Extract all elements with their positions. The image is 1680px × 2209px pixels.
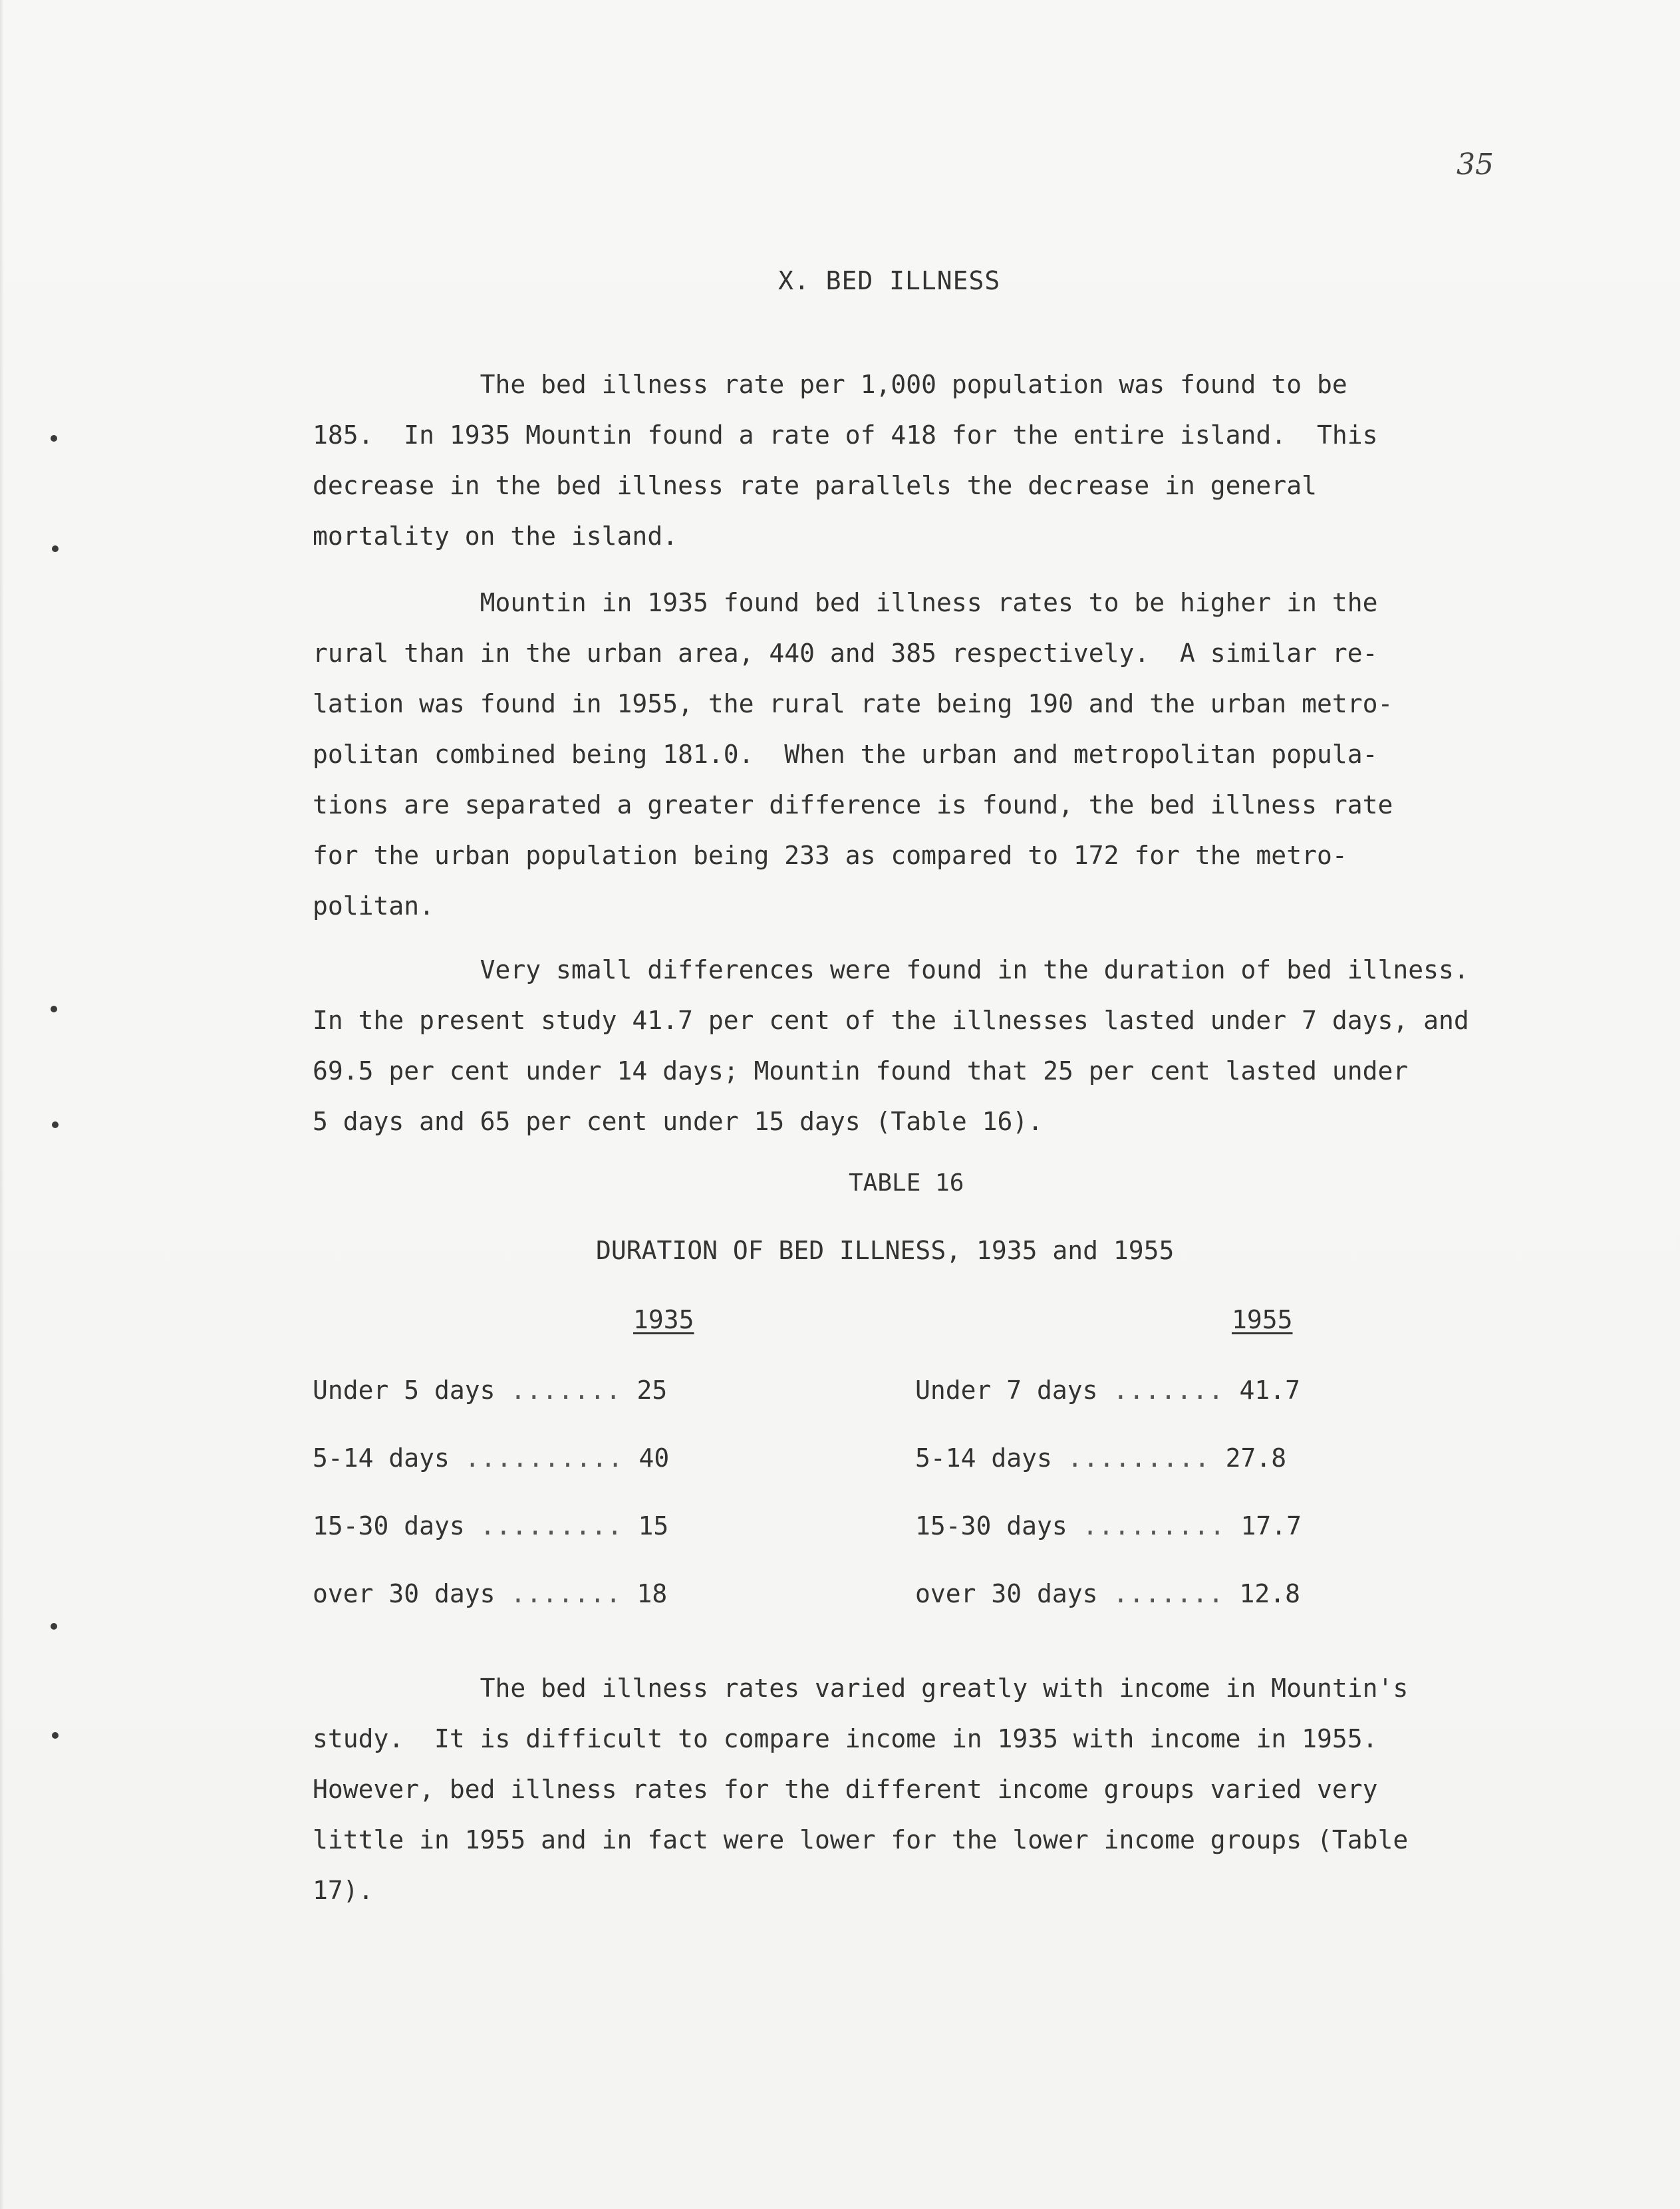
margin-speck [52, 1121, 59, 1128]
margin-speck [51, 1006, 57, 1012]
row-value: 17.7 [1240, 1511, 1302, 1541]
leader-dots: ....... [510, 1579, 622, 1608]
row-label: 5-14 days [915, 1443, 1052, 1473]
row-label: Under 5 days [313, 1376, 495, 1405]
table-row-1955 [915, 1511, 1302, 1541]
page-edge-shadow [0, 0, 4, 2209]
table-label: TABLE 16 [849, 1169, 964, 1197]
table-row-1955 [915, 1443, 1286, 1473]
margin-speck [52, 545, 59, 552]
margin-speck [52, 1732, 59, 1739]
leader-dots: ....... [1113, 1579, 1224, 1608]
row-label: 15-30 days [915, 1511, 1067, 1541]
row-value: 41.7 [1239, 1376, 1300, 1405]
paragraph-income: The bed illness rates varied greatly with income in Mountin's study. It is difficult to compare income in 1935 with income in 1955. However, bed illness rates for the different income groups varied very little in 1955 and in fact were lower for the lower income groups (Table 17). [313, 1674, 1409, 1905]
table-row-1935 [313, 1579, 667, 1608]
leader-dots: .......... [464, 1443, 624, 1473]
row-value: 12.8 [1239, 1579, 1300, 1608]
paragraph-bed-illness-rate: The bed illness rate per 1,000 population was found to be 185. In 1935 Mountin found a rate of 418 for the entire island. This decrease in the bed illness rate parallels the decrease in general mortality on the island. [313, 370, 1378, 551]
margin-speck [51, 1623, 57, 1630]
row-value: 25 [636, 1376, 668, 1405]
table-row-1935 [313, 1511, 668, 1541]
leader-dots: ....... [510, 1376, 622, 1405]
row-label: over 30 days [915, 1579, 1098, 1608]
row-label: 5-14 days [313, 1443, 450, 1473]
table-row-1935 [313, 1376, 667, 1405]
column-header-1955: 1955 [1232, 1305, 1293, 1334]
leader-dots: ......... [480, 1511, 623, 1541]
row-label: 15-30 days [313, 1511, 465, 1541]
row-label: over 30 days [313, 1579, 495, 1608]
margin-speck [51, 435, 57, 442]
column-header-1935: 1935 [633, 1305, 694, 1334]
row-value: 40 [638, 1443, 670, 1473]
row-label: Under 7 days [915, 1376, 1098, 1405]
leader-dots: ......... [1067, 1443, 1210, 1473]
paragraph-duration: Very small differences were found in the duration of bed illness. In the present study 41.7 per cent of the illnesses lasted under 7 days, and 69.5 per cent under 14 days; Mountin found that 25 per cent lasted under 5 days and 65 per cent under 15 days (Table 16). [313, 955, 1469, 1136]
section-title: X. BED ILLNESS [778, 266, 1001, 295]
table-row-1955 [915, 1579, 1300, 1608]
table-row-1935 [313, 1443, 669, 1473]
leader-dots: ......... [1082, 1511, 1226, 1541]
leader-dots: ....... [1113, 1376, 1224, 1405]
table-row-1955 [915, 1376, 1300, 1405]
row-value: 27.8 [1225, 1443, 1287, 1473]
table-title: DURATION OF BED ILLNESS, 1935 and 1955 [596, 1236, 1175, 1265]
row-value: 15 [638, 1511, 669, 1541]
paragraph-rural-urban: Mountin in 1935 found bed illness rates to be higher in the rural than in the urban area, 440 and 385 respectively. A similar re- lation was found in 1955, the rural rate being 190 and the urban metro- politan combined being 181.0. When the urban and metropolitan popula- tions are separated a greater difference is found, the bed illness rate for the urban population being 233 as compared to 172 for the metro- politan. [313, 588, 1393, 921]
page-number: 35 [1457, 148, 1494, 182]
row-value: 18 [636, 1579, 668, 1608]
